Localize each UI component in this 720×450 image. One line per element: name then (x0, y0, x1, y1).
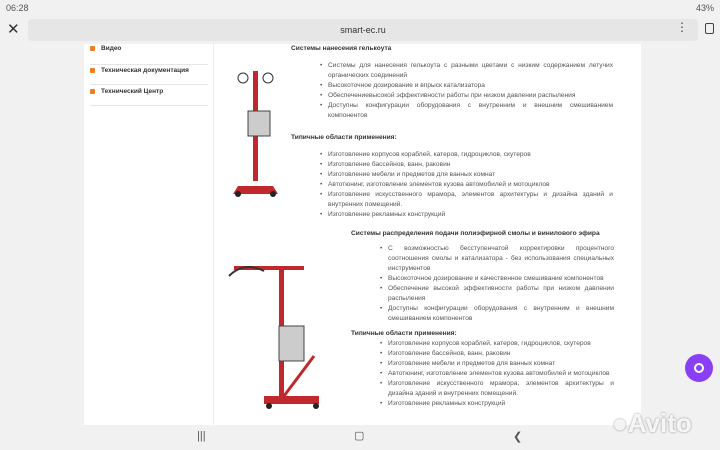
bullet-icon (90, 46, 95, 51)
resin-section (351, 229, 614, 409)
home-icon[interactable]: ▢ (354, 430, 365, 442)
applications-title: Типичные области применения: (351, 330, 457, 337)
list-item: • Системы для нанесения гелькоута с разными цветами с низким содержанием летучих органических соединений (320, 61, 613, 81)
list-item: • Изготовление корпусов кораблей, катеров, гидроциклов, скутеров (320, 150, 613, 160)
clock: 06:28 (6, 3, 29, 13)
sidebar (84, 44, 214, 425)
list-item: • Изготовление бассейнов, ванн, раковин (320, 160, 613, 170)
sidebar-item-docs[interactable] (90, 64, 208, 85)
list-item: • Обеспечениевысокой эффективности работы при низком давлении распыления (320, 91, 613, 101)
list-item: • Автотюнинг, изготовление элементов кузова автомобилей и мотоциклов (320, 180, 613, 190)
close-icon[interactable]: ✕ (7, 21, 20, 38)
sidebar-item-tech-center[interactable] (90, 85, 208, 106)
list-item: • Изготовление бассейнов, ванн, раковин (380, 349, 614, 359)
list-item: • Изготовление искусственного мрамора, элементов архитектуры и дизайна зданий и внутренних помещений. (380, 379, 614, 399)
bullet-icon (90, 68, 95, 73)
sidebar-item-video[interactable] (90, 44, 208, 65)
avito-watermark: ●Avito (612, 408, 692, 438)
browser-toolbar (0, 16, 720, 44)
list-item: • Изготовление мебели и предметов для ванных комнат (320, 170, 613, 180)
battery-level: 43% (695, 3, 714, 13)
watermark-text: Avito (627, 408, 692, 438)
web-page (84, 44, 641, 425)
list-item: • Высокоточное дозирование и качественное смешивание компонентов (380, 274, 614, 284)
list-item: • Высокоточное дозирование и впрыск катализатора (320, 81, 613, 91)
sidebar-item-label: Видео (101, 45, 122, 52)
list-item: • Автотюнинг, изготовление элементов кузова автомобилей и мотоциклов (380, 369, 614, 379)
url-field[interactable]: smart-ec.ru (28, 19, 698, 41)
list-item: • Обеспечение высокой эффективности работы при низком давлении распыления (380, 284, 614, 304)
list-item: • Доступны конфигурации оборудования с внутренним и внешним смешиванием компонентов (380, 304, 614, 324)
gelcoat-machine-image (228, 66, 288, 198)
more-menu-icon[interactable]: ⋮ (676, 20, 688, 34)
sidebar-item-label: Технический Центр (101, 88, 164, 95)
back-icon[interactable]: ❮ (513, 431, 523, 443)
list-item: • Изготовление искусственного мрамора, элементов архитектуры и дизайна зданий и внутренних помещений. (320, 190, 613, 210)
list-item: • Изготовление корпусов кораблей, катеров, гидроциклов, скутеров (380, 339, 614, 349)
recent-apps-icon[interactable]: ||| (197, 430, 206, 442)
sidebar-item-label: Техническая документация (101, 67, 189, 74)
applications-title: Типичные области применения: (291, 134, 397, 141)
tabs-icon[interactable] (705, 23, 714, 34)
alice-assistant-button[interactable] (685, 354, 713, 382)
list-item: • С возможностью бесступенчатой корректировки процентного соотношения смолы и катализатора - без использования специальных инструментов (380, 244, 614, 274)
status-bar (0, 0, 720, 16)
section-title: Системы распределения подачи полиэфирной смолы и винилового эфира (351, 230, 600, 237)
list-item: • Доступны конфигурации оборудования с внутренним и внешним смешиванием компонентов (320, 101, 613, 121)
resin-machine-image (224, 256, 324, 411)
gelcoat-section (291, 44, 613, 220)
section-title: Системы нанесения гелькоута (291, 45, 392, 52)
list-item: • Изготовление рекламных конструкций (380, 399, 614, 409)
bullet-icon (90, 89, 95, 94)
list-item: • Изготовление рекламных конструкций (320, 210, 613, 220)
list-item: • Изготовление мебели и предметов для ванных комнат (380, 359, 614, 369)
